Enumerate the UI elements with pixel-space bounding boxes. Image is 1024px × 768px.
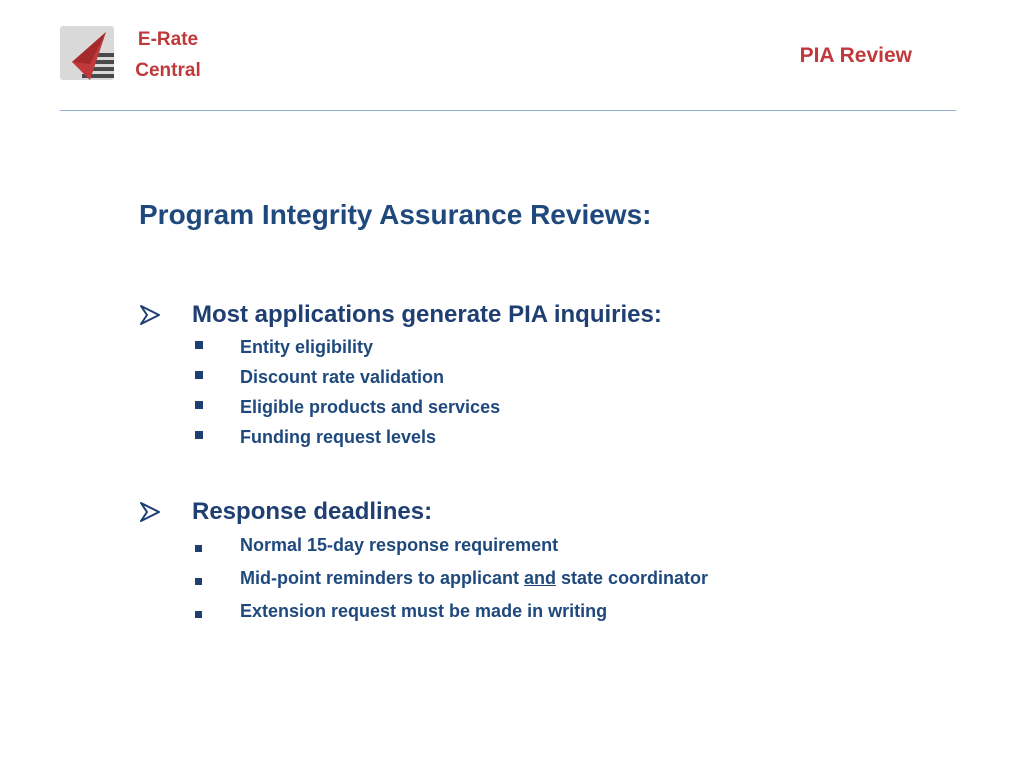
- list-item: [139, 562, 939, 595]
- header-divider: [60, 110, 956, 111]
- section-heading: [139, 495, 939, 529]
- list-item: [139, 332, 939, 362]
- list-item-text: [240, 568, 708, 588]
- list-item-text: Normal 15-day response requirement: [240, 535, 559, 555]
- list-item-text: Entity eligibility: [240, 337, 374, 357]
- square-bullet-icon: [195, 545, 202, 552]
- list-item-text-after: state coordinator: [556, 568, 709, 588]
- arrow-bullet-icon: [139, 501, 161, 523]
- section-heading-text: Most applications generate PIA inquiries:: [192, 301, 662, 328]
- erate-central-logo-icon: [60, 26, 114, 80]
- list-item: [139, 595, 939, 628]
- list-item-text: Discount rate validation: [240, 367, 445, 387]
- brand-name-line2: Central: [135, 60, 201, 81]
- list-item-text: Extension request must be made in writing: [240, 601, 608, 621]
- brand-name: [128, 24, 208, 86]
- list-item-text-before: Mid-point reminders to applicant: [240, 568, 525, 588]
- list-item-text: Eligible products and services: [240, 397, 501, 417]
- list-item: [139, 362, 939, 392]
- brand-name-line1: E-Rate: [137, 29, 199, 50]
- list-item: [139, 422, 939, 452]
- underlined-word: and: [524, 568, 557, 588]
- list-item: [139, 529, 939, 562]
- square-bullet-icon: [195, 341, 203, 349]
- square-bullet-icon: [195, 371, 203, 379]
- sub-list: [139, 332, 939, 452]
- slide-title: Program Integrity Assurance Reviews:: [139, 199, 652, 230]
- sub-list: [139, 529, 939, 628]
- square-bullet-icon: [195, 578, 202, 585]
- list-item-text: Funding request levels: [240, 427, 437, 447]
- square-bullet-icon: [195, 401, 203, 409]
- square-bullet-icon: [195, 431, 203, 439]
- section-response-deadlines: [139, 495, 939, 628]
- section-heading: [139, 298, 939, 332]
- section-heading-text: Response deadlines:: [192, 498, 433, 525]
- arrow-bullet-icon: [139, 304, 161, 326]
- section-pia-inquiries: [139, 298, 939, 452]
- header-title: PIA Review: [799, 44, 912, 67]
- square-bullet-icon: [195, 611, 202, 618]
- list-item: [139, 392, 939, 422]
